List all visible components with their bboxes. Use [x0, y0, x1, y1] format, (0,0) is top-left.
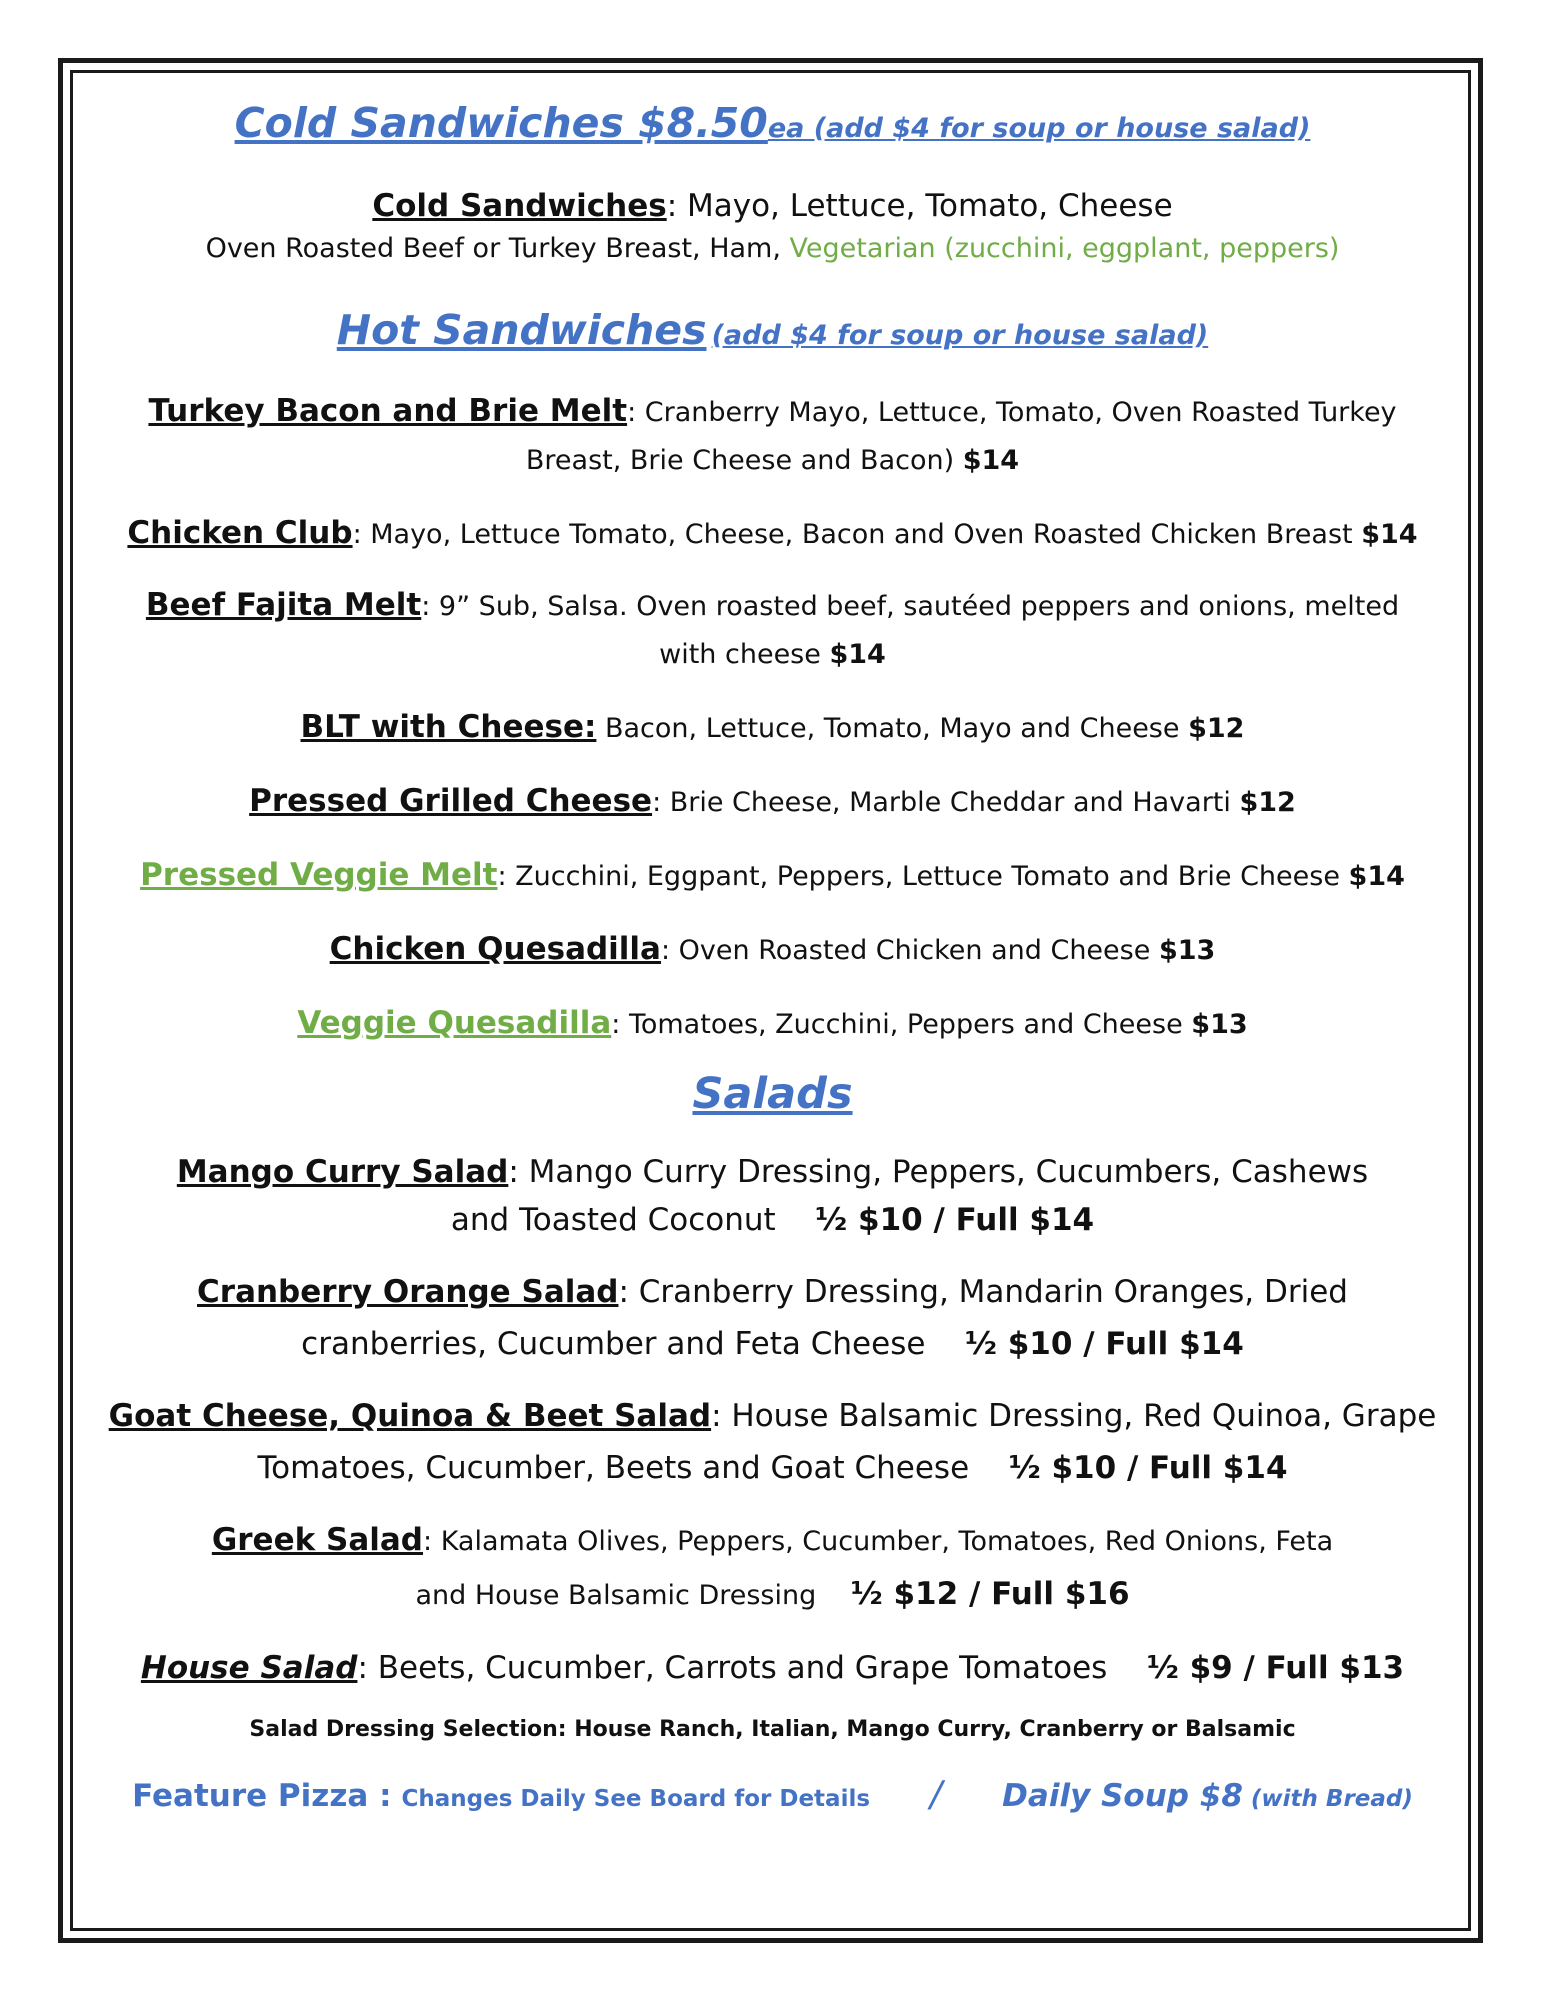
salad-item-desc: : Cranberry Dressing, Mandarin Oranges, Dried [618, 1274, 1348, 1310]
hot-item-price: $14 [1361, 519, 1418, 550]
salad-item-name: House Salad [140, 1650, 358, 1686]
hot-sandwiches-heading [95, 304, 1450, 365]
hot-item-desc: Bacon, Lettuce, Tomato, Mayo and Cheese [596, 713, 1180, 744]
hot-item-beef-fajita [95, 581, 1450, 679]
salad-item-greek [95, 1514, 1450, 1622]
hot-item-desc: : 9” Sub, Salsa. Oven roasted beef, sautéed peppers and onions, melted [421, 591, 1400, 622]
salads-heading [95, 1065, 1450, 1132]
hot-item-desc: : Zucchini, Eggpant, Peppers, Lettuce Tomato and Brie Cheese [497, 861, 1340, 892]
cold-sandwiches-item-name: Cold Sandwiches [372, 188, 667, 224]
salad-item-price: ½ $10 / Full $14 [1008, 1450, 1288, 1486]
salad-item-house [95, 1642, 1450, 1694]
salad-item-desc-cont: Tomatoes, Cucumber, Beets and Goat Cheese [257, 1450, 970, 1486]
salad-item-desc-cont: and House Balsamic Dressing [415, 1580, 817, 1611]
feature-pizza-desc: Changes Daily See Board for Details [401, 1786, 871, 1812]
cold-sandwiches-item [95, 184, 1450, 228]
daily-soup-label: Daily Soup $8 [1002, 1778, 1243, 1814]
cold-sandwiches-veg-option: Vegetarian (zucchini, eggplant, peppers) [789, 233, 1340, 264]
hot-item-blt [95, 703, 1450, 753]
hot-sandwiches-title-suffix: (add $4 for soup or house salad) [711, 320, 1209, 351]
hot-item-name: Beef Fajita Melt [145, 587, 422, 623]
hot-item-turkey-brie [95, 387, 1450, 485]
hot-item-desc: : Oven Roasted Chicken and Cheese [660, 935, 1151, 966]
daily-soup-note: (with Bread) [1250, 1786, 1413, 1812]
hot-item-name: Chicken Quesadilla [329, 931, 661, 967]
salad-item-name: Goat Cheese, Quinoa & Beet Salad [108, 1398, 712, 1434]
cold-sandwiches-heading [95, 97, 1450, 158]
hot-item-chicken-quesadilla [95, 925, 1450, 975]
salad-item-mango-curry [95, 1148, 1450, 1244]
footer-divider: / [930, 1774, 943, 1815]
cold-sandwiches-options-text: Oven Roasted Beef or Turkey Breast, Ham, [205, 233, 790, 264]
salad-item-price: ½ $10 / Full $14 [815, 1202, 1095, 1238]
salad-item-cranberry-orange [95, 1266, 1450, 1370]
salad-item-price: ½ $9 / Full $13 [1146, 1650, 1405, 1686]
hot-item-chicken-club [95, 509, 1450, 559]
hot-item-desc: : Cranberry Mayo, Lettuce, Tomato, Oven Roasted Turkey [627, 397, 1397, 428]
cold-sandwiches-title: Cold Sandwiches $8.50 [234, 99, 768, 147]
hot-item-price: $13 [1158, 935, 1216, 966]
hot-item-name: Veggie Quesadilla [297, 1005, 612, 1041]
salads-title: Salads [692, 1069, 853, 1119]
hot-item-price: $13 [1191, 1009, 1248, 1040]
salad-item-goat-cheese [95, 1390, 1450, 1494]
salad-item-desc: : House Balsamic Dressing, Red Quinoa, Grape [711, 1398, 1437, 1434]
hot-item-name: Pressed Grilled Cheese [249, 783, 653, 819]
hot-item-desc: : Tomatoes, Zucchini, Peppers and Cheese [611, 1009, 1183, 1040]
cold-sandwiches-options [95, 228, 1450, 270]
salad-item-desc: : Mango Curry Dressing, Peppers, Cucumbers, Cashews [508, 1154, 1369, 1190]
hot-item-grilled-cheese [95, 777, 1450, 827]
hot-item-name: BLT with Cheese: [300, 709, 597, 745]
hot-item-name: Turkey Bacon and Brie Melt [148, 393, 628, 429]
menu-content [95, 95, 1450, 1824]
hot-item-price: $14 [829, 639, 886, 670]
cold-sandwiches-item-desc: : Mayo, Lettuce, Tomato, Cheese [666, 188, 1173, 224]
hot-item-price: $12 [1239, 787, 1296, 818]
footer-row [95, 1770, 1450, 1824]
hot-item-name: Pressed Veggie Melt [140, 857, 498, 893]
hot-item-price: $14 [962, 445, 1020, 476]
hot-sandwiches-title: Hot Sandwiches [336, 306, 707, 354]
salad-item-desc-cont: cranberries, Cucumber and Feta Cheese [301, 1326, 926, 1362]
salad-item-desc: : Beets, Cucumber, Carrots and Grape Tomatoes [357, 1650, 1108, 1686]
cold-sandwiches-title-suffix: ea (add $4 for soup or house salad) [767, 113, 1311, 144]
salad-item-price: ½ $10 / Full $14 [964, 1326, 1244, 1362]
hot-item-price: $12 [1188, 713, 1245, 744]
feature-pizza-label: Feature Pizza : [132, 1778, 392, 1814]
salad-item-desc: : Kalamata Olives, Peppers, Cucumber, Tomatoes, Red Onions, Feta [423, 1526, 1334, 1557]
hot-item-desc-cont: Breast, Brie Cheese and Bacon) [525, 445, 955, 476]
salad-dressing-note: Salad Dressing Selection: House Ranch, Italian, Mango Curry, Cranberry or Balsamic [249, 1717, 1296, 1742]
hot-item-veggie-quesadilla [95, 999, 1450, 1049]
salad-item-name: Greek Salad [211, 1522, 424, 1558]
hot-item-veggie-melt [95, 851, 1450, 901]
hot-item-desc: : Mayo, Lettuce Tomato, Cheese, Bacon and Oven Roasted Chicken Breast [352, 519, 1353, 550]
hot-item-name: Chicken Club [127, 515, 353, 551]
hot-item-desc: : Brie Cheese, Marble Cheddar and Havarti [652, 787, 1231, 818]
hot-item-price: $14 [1348, 861, 1405, 892]
salad-item-name: Cranberry Orange Salad [197, 1274, 619, 1310]
hot-item-desc-cont: with cheese [659, 639, 821, 670]
salad-item-price: ½ $12 / Full $16 [850, 1576, 1130, 1612]
salad-item-name: Mango Curry Salad [176, 1154, 509, 1190]
salad-item-desc-cont: and Toasted Coconut [450, 1202, 776, 1238]
